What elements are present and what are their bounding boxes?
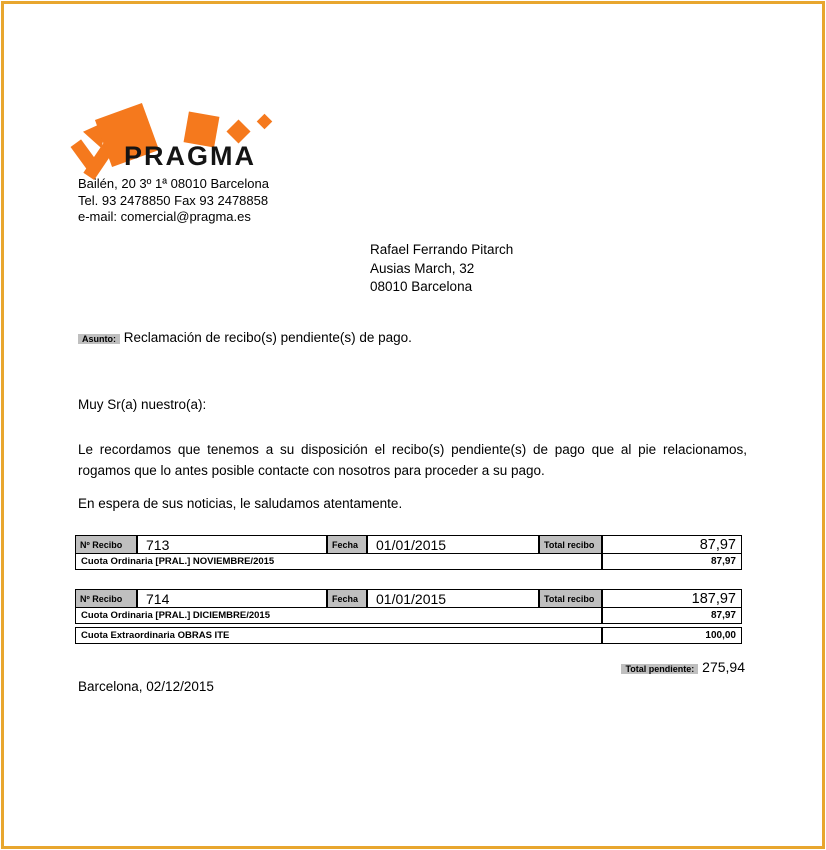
line-description: Cuota Ordinaria [PRAL.] DICIEMBRE/2015 bbox=[75, 607, 602, 624]
receipt-date-value: 01/01/2015 bbox=[367, 535, 539, 554]
receipt-line-item bbox=[75, 553, 742, 570]
salutation: Muy Sr(a) nuestro(a): bbox=[78, 397, 207, 412]
sender-email: e-mail: comercial@pragma.es bbox=[78, 209, 251, 224]
receipt-date-value: 01/01/2015 bbox=[367, 589, 539, 608]
logo-diamond-tiny-icon bbox=[257, 114, 273, 130]
receipt-header-row bbox=[75, 535, 742, 554]
recipient-name: Rafael Ferrando Pitarch bbox=[370, 242, 514, 257]
company-logo bbox=[78, 102, 268, 180]
line-description: Cuota Extraordinaria OBRAS ITE bbox=[75, 627, 602, 644]
total-pending-label: Total pendiente: bbox=[621, 664, 698, 674]
line-description: Cuota Ordinaria [PRAL.] NOVIEMBRE/2015 bbox=[75, 553, 602, 570]
recipient-street: Ausias March, 32 bbox=[370, 260, 475, 276]
receipt-date-label: Fecha bbox=[327, 535, 367, 554]
receipt-number-label: Nº Recibo bbox=[75, 535, 137, 554]
company-name: PRAGMA bbox=[124, 141, 256, 171]
receipt-total-value: 187,97 bbox=[602, 589, 742, 608]
subject-text: Reclamación de recibo(s) pendiente(s) de pago. bbox=[123, 330, 412, 345]
receipt-number-value: 714 bbox=[137, 589, 327, 608]
receipt-total-value: 87,97 bbox=[602, 535, 742, 554]
total-pending-value: 275,94 bbox=[702, 659, 745, 675]
receipt-table-713 bbox=[75, 535, 742, 570]
receipt-total-label: Total recibo bbox=[539, 589, 602, 608]
sender-phone-fax: Tel. 93 2478850 Fax 93 2478858 bbox=[78, 192, 269, 208]
line-amount: 100,00 bbox=[602, 627, 742, 644]
receipt-header-row bbox=[75, 589, 742, 608]
receipt-number-value: 713 bbox=[137, 535, 327, 554]
total-pending bbox=[400, 659, 745, 675]
receipt-line-item bbox=[75, 627, 742, 644]
body-paragraph-2: En espera de sus noticias, le saludamos atentamente. bbox=[78, 496, 403, 511]
logo-diamond-small-icon bbox=[226, 119, 250, 143]
receipt-table-714 bbox=[75, 589, 742, 644]
recipient-city: 08010 Barcelona bbox=[370, 279, 473, 294]
subject-label: Asunto: bbox=[78, 334, 120, 344]
receipt-number-label: Nº Recibo bbox=[75, 589, 137, 608]
receipt-date-label: Fecha bbox=[327, 589, 367, 608]
recipient-address bbox=[370, 241, 513, 297]
body-paragraph-1: Le recordamos que tenemos a su disposición el recibo(s) pendiente(s) de pago que al pie relacionamos, rogamos que lo antes posible contacte con nosotros para proceder a su pago. bbox=[78, 442, 747, 478]
receipt-line-item bbox=[75, 607, 742, 624]
sender-address bbox=[78, 176, 269, 226]
sender-street: Bailén, 20 3º 1ª 08010 Barcelona bbox=[78, 176, 269, 191]
subject-line bbox=[78, 330, 412, 345]
line-amount: 87,97 bbox=[602, 607, 742, 624]
receipt-total-label: Total recibo bbox=[539, 535, 602, 554]
place-date: Barcelona, 02/12/2015 bbox=[78, 679, 214, 694]
line-amount: 87,97 bbox=[602, 553, 742, 570]
